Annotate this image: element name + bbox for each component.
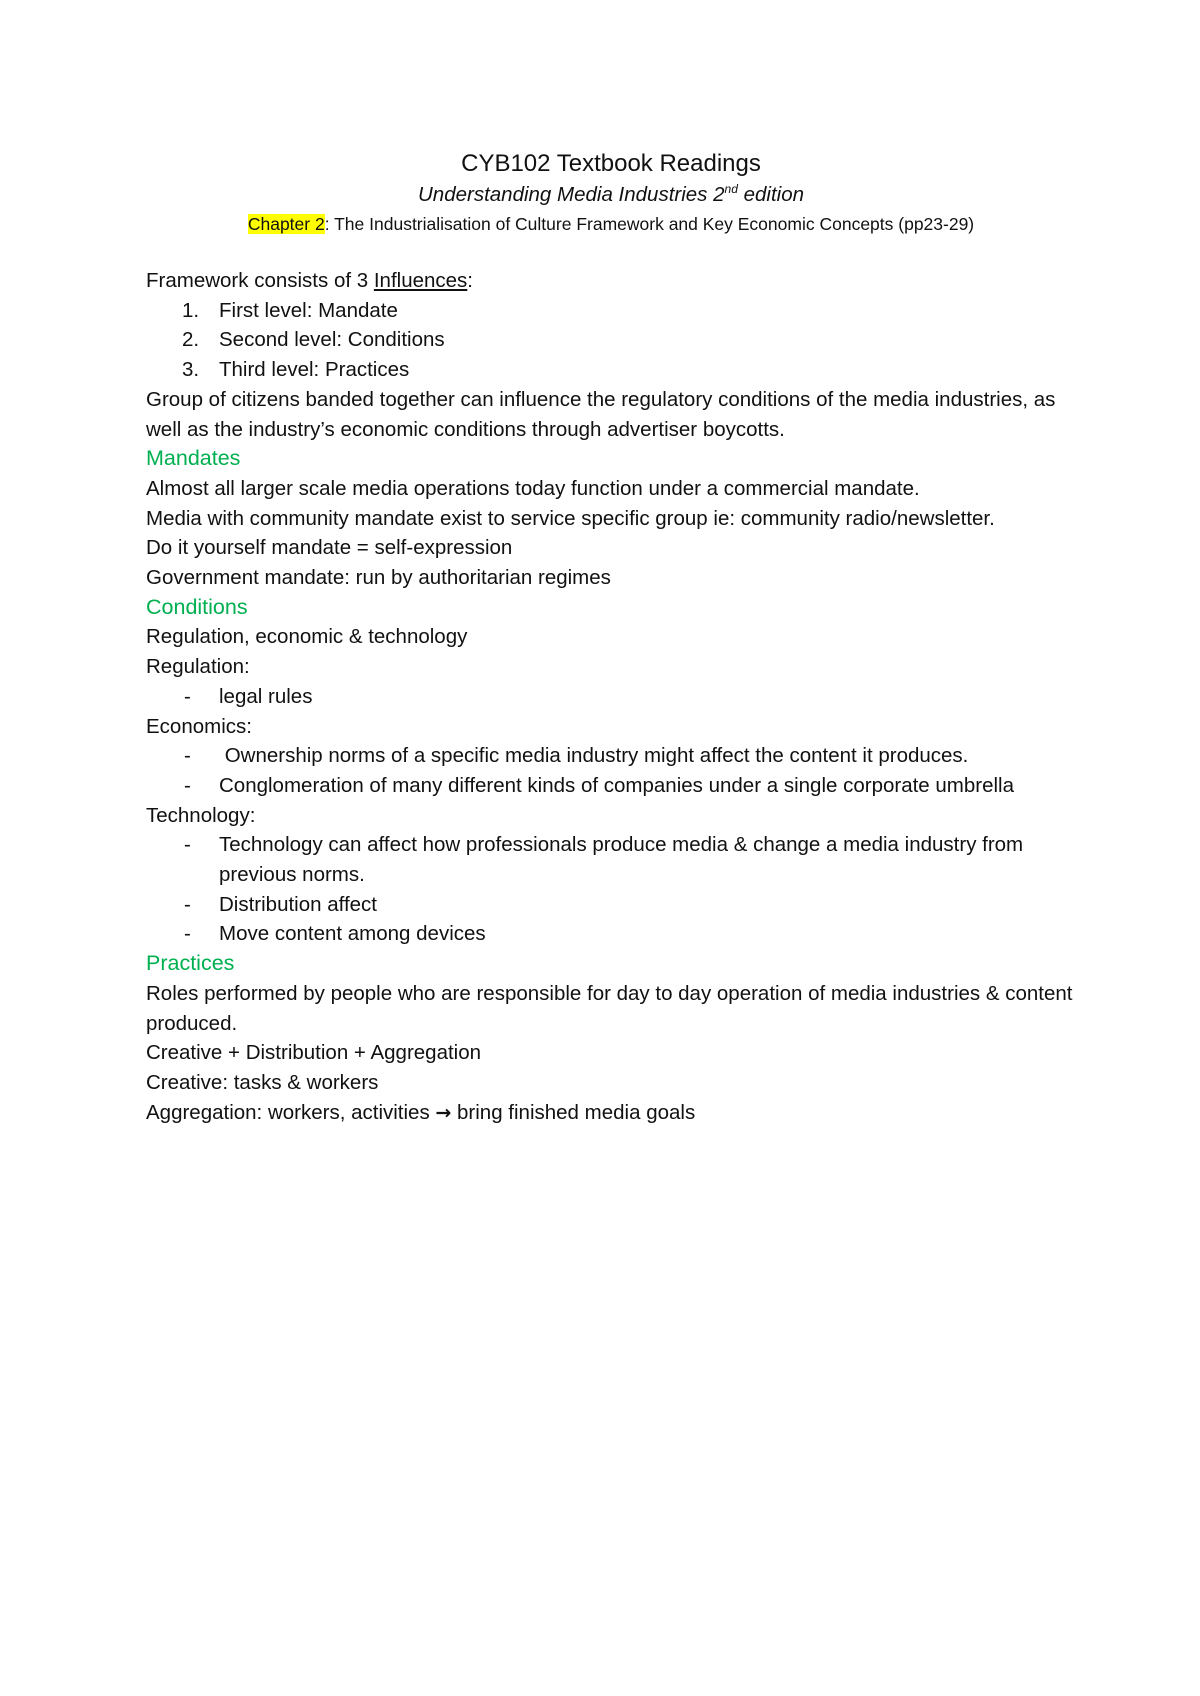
dash-marker: - — [184, 744, 191, 768]
mandates-line: Media with community mandate exist to service specific group ie: community radio/newsletter. — [146, 506, 995, 530]
framework-intro-suffix: : — [467, 269, 473, 292]
list-item — [146, 771, 1076, 801]
list-item-text: Third level: Practices — [219, 358, 410, 382]
framework-paragraph: Group of citizens banded together can influence the regulatory conditions of the media industries, as well as the industry’s economic conditions through advertiser boycotts. — [146, 387, 1056, 441]
practices-line: Roles performed by people who are responsible for day to day operation of media industries & content produced. — [146, 981, 1073, 1035]
section-heading-practices: Practices — [146, 951, 235, 976]
subtitle-main: Understanding Media Industries 2 — [417, 183, 725, 206]
list-item-text: First level: Mandate — [219, 298, 398, 322]
chapter-title: : The Industrialisation of Culture Framework and Key Economic Concepts (pp23-29) — [324, 214, 975, 234]
regulation-list — [146, 682, 1076, 712]
list-item-text: Distribution affect — [219, 892, 378, 916]
list-item — [146, 325, 1076, 355]
subtitle-superscript: nd — [724, 182, 738, 197]
list-item-text: Technology can affect how professionals produce media & change a media industry from previous norms. — [219, 833, 1024, 887]
technology-list — [146, 830, 1076, 949]
list-number: 1. — [182, 298, 200, 322]
dash-marker: - — [184, 833, 191, 857]
list-item-text: legal rules — [219, 684, 313, 708]
framework-intro-underlined: Influences — [373, 269, 468, 292]
list-item — [146, 890, 1076, 920]
section-heading-mandates: Mandates — [146, 446, 241, 471]
practices-line: Creative + Distribution + Aggregation — [146, 1041, 482, 1065]
mandates-line: Almost all larger scale media operations today function under a commercial mandate. — [146, 476, 920, 500]
list-number: 3. — [182, 358, 200, 382]
section-heading-conditions: Conditions — [146, 594, 248, 619]
dash-marker: - — [184, 892, 191, 916]
practices-line — [146, 1098, 1076, 1129]
document-title: CYB102 Textbook Readings — [461, 150, 761, 177]
list-number: 2. — [182, 328, 200, 352]
list-item-text: Second level: Conditions — [219, 328, 445, 352]
list-item-text: Conglomeration of many different kinds of companies under a single corporate umbrella — [219, 773, 1015, 797]
mandates-line: Do it yourself mandate = self-expression — [146, 536, 513, 560]
economics-label: Economics: — [146, 714, 252, 738]
chapter-line — [146, 210, 1076, 238]
list-item — [146, 296, 1076, 326]
list-item — [146, 919, 1076, 949]
list-item-text: Ownership norms of a specific media industry might affect the content it produces. — [219, 744, 969, 768]
document-header — [146, 148, 1076, 238]
list-item — [146, 741, 1076, 771]
list-item — [146, 830, 1076, 889]
dash-marker: - — [184, 922, 191, 946]
framework-intro — [146, 266, 1076, 296]
dash-marker: - — [184, 684, 191, 708]
framework-intro-prefix: Framework consists of 3 — [146, 269, 374, 292]
dash-marker: - — [184, 773, 191, 797]
list-item — [146, 355, 1076, 385]
spacer — [146, 238, 1076, 266]
regulation-label: Regulation: — [146, 655, 250, 679]
framework-levels-list — [146, 296, 1076, 385]
chapter-label-highlight: Chapter 2 — [247, 214, 325, 234]
economics-list — [146, 741, 1076, 800]
arrow-right-icon: → — [435, 1101, 452, 1124]
list-item-text: Move content among devices — [219, 922, 486, 946]
conditions-summary: Regulation, economic & technology — [146, 625, 468, 649]
practices-line: Creative: tasks & workers — [146, 1070, 379, 1094]
subtitle-tail: edition — [737, 183, 804, 206]
document-body — [146, 148, 1076, 1128]
list-item — [146, 682, 1076, 712]
aggregation-suffix: bring finished media goals — [451, 1100, 696, 1124]
aggregation-prefix: Aggregation: workers, activities — [146, 1100, 436, 1124]
document-subtitle — [146, 180, 1076, 210]
technology-label: Technology: — [146, 803, 256, 827]
mandates-line: Government mandate: run by authoritarian regimes — [146, 566, 611, 590]
